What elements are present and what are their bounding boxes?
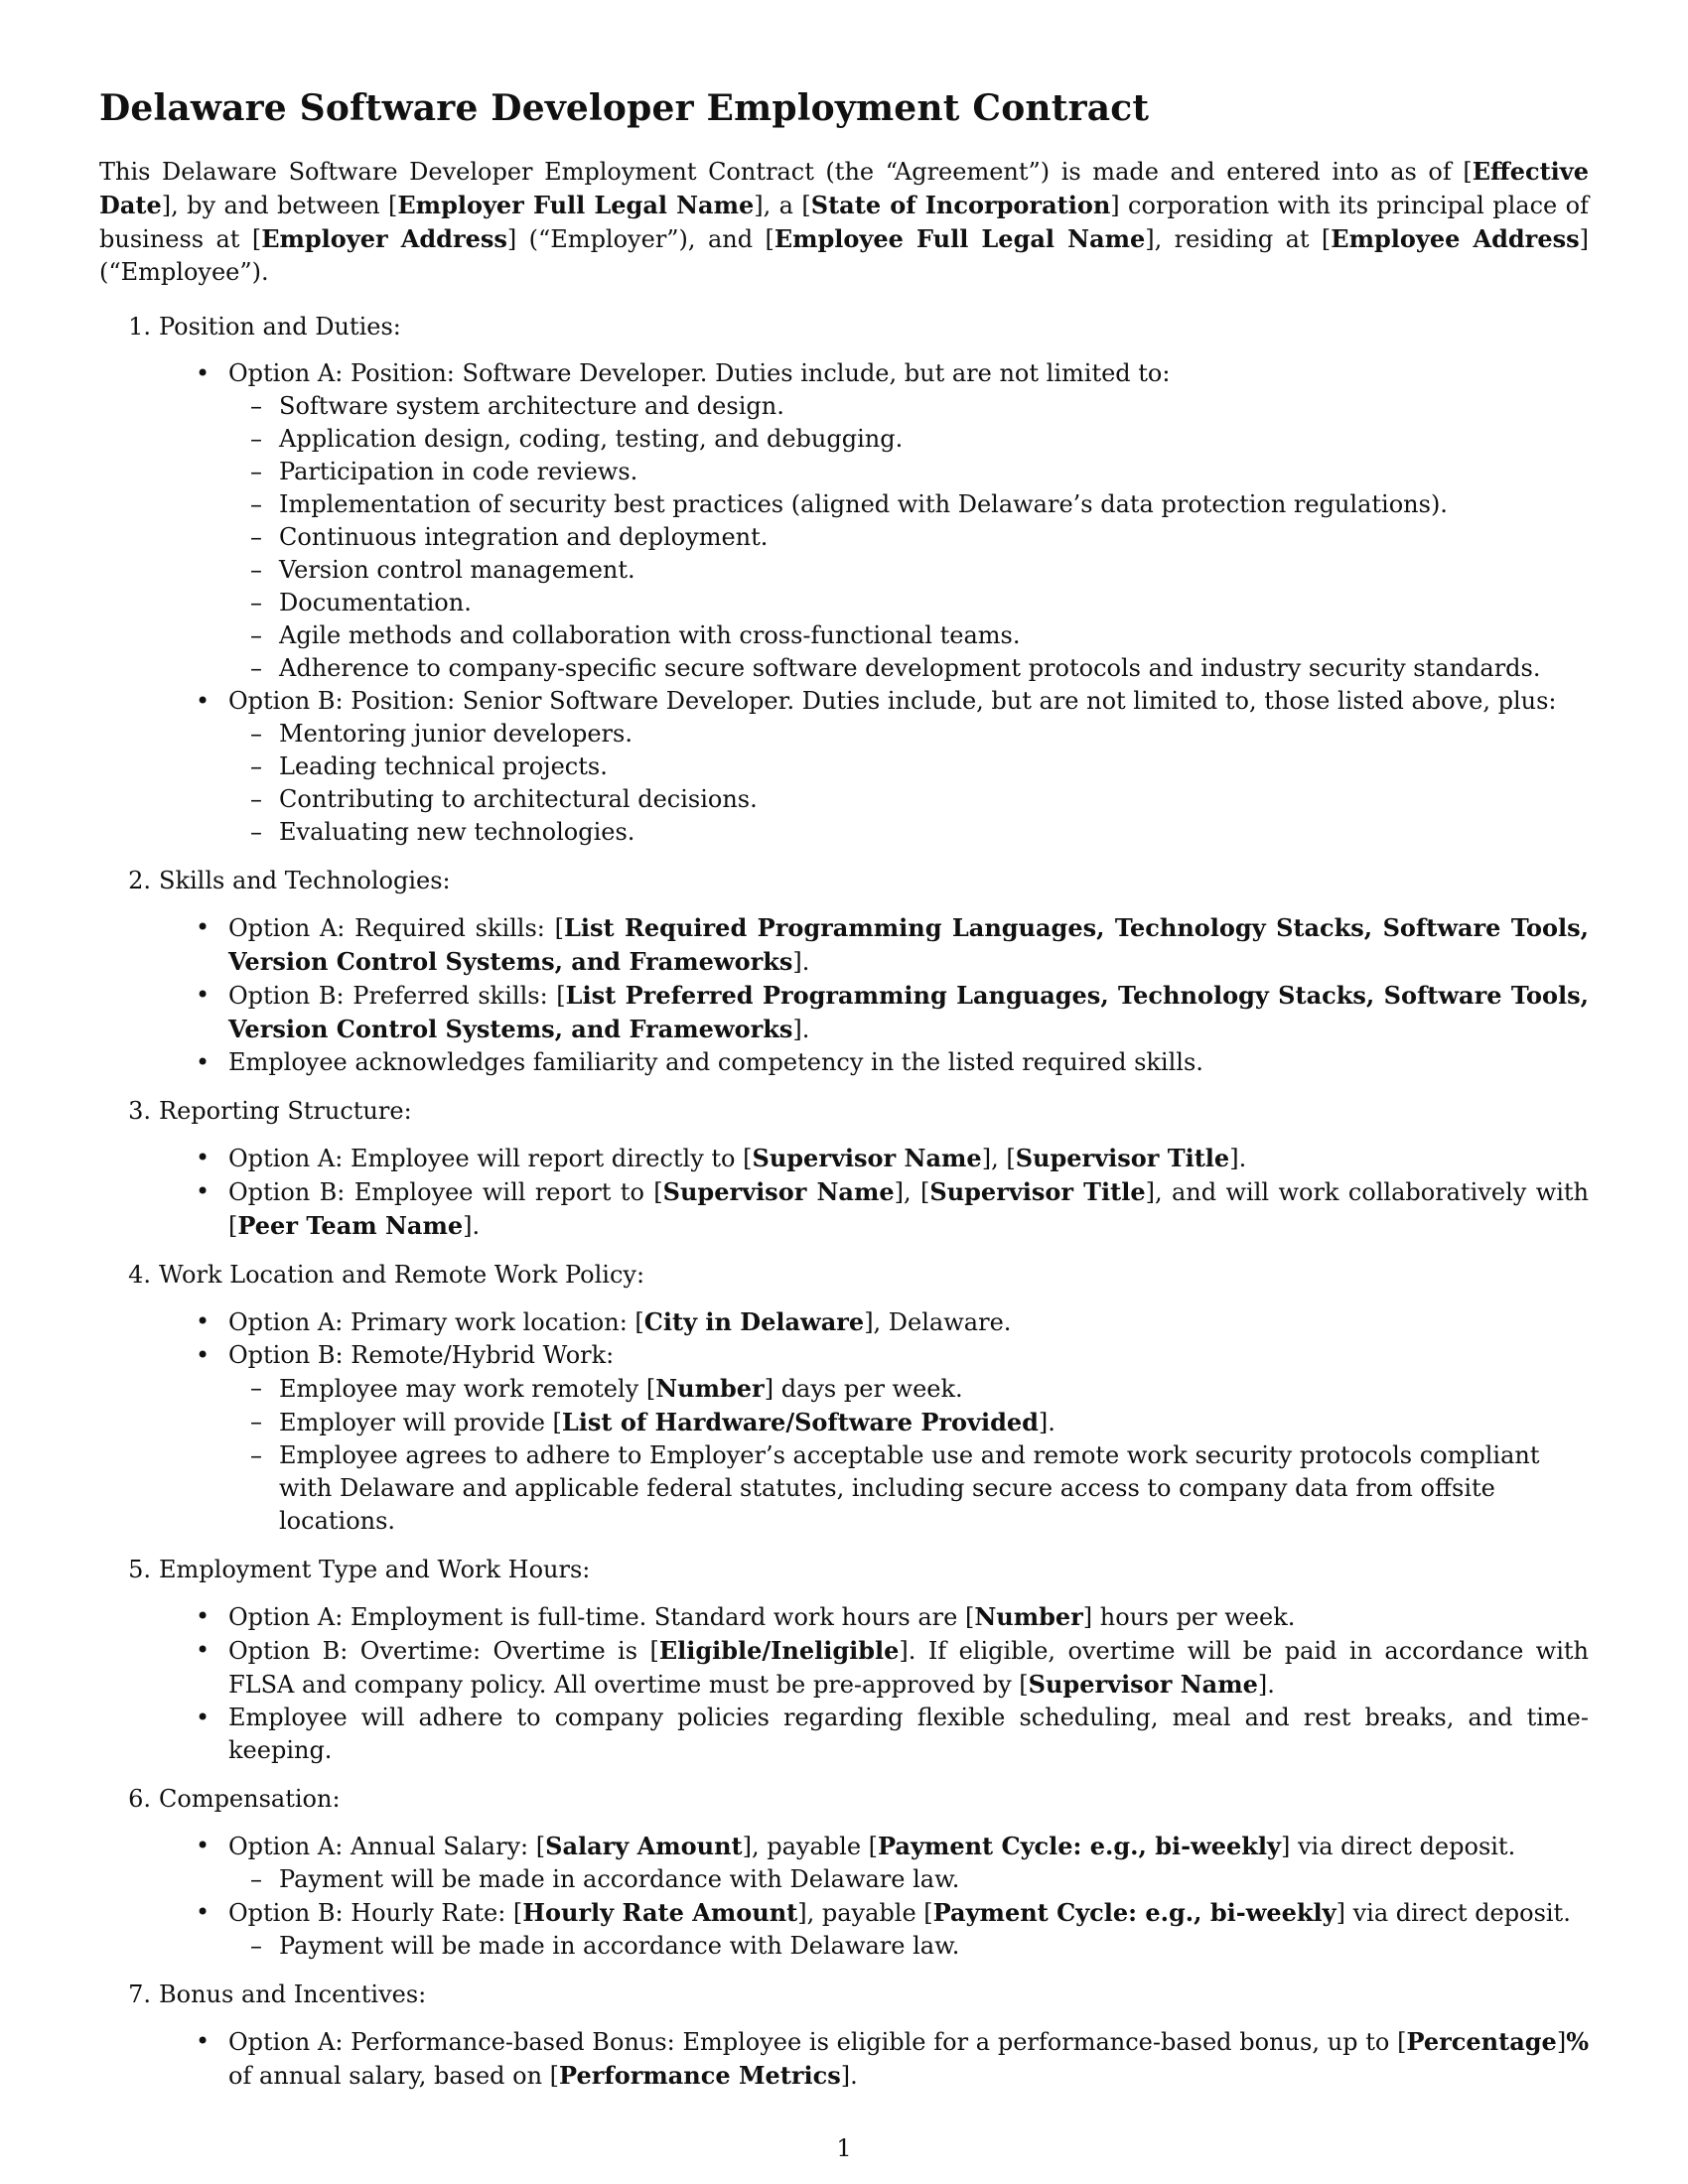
section-heading-text: Position and Duties: bbox=[159, 313, 401, 341]
sub-item: – Software system architecture and design. bbox=[228, 390, 1589, 423]
placeholder-field: State of Incorporation bbox=[810, 191, 1111, 219]
placeholder-field: Supervisor Title bbox=[1015, 1144, 1230, 1172]
sub-item-list bbox=[228, 1372, 1589, 1538]
option-item bbox=[167, 1896, 1589, 1963]
option-list bbox=[99, 1600, 1589, 1767]
contract-section bbox=[99, 311, 1589, 849]
contract-sections bbox=[99, 311, 1589, 2093]
sub-item: – Application design, coding, testing, and debugging. bbox=[228, 423, 1589, 456]
placeholder-field: Peer Team Name bbox=[237, 1211, 464, 1240]
placeholder-field: Number bbox=[974, 1602, 1083, 1631]
sub-item: – Participation in code reviews. bbox=[228, 456, 1589, 488]
sub-item-list bbox=[228, 1863, 1589, 1896]
option-item bbox=[167, 979, 1589, 1046]
sub-item: – Evaluating new technologies. bbox=[228, 816, 1589, 849]
option-text: Option A: Employment is full-time. Standard work hours are [Number] hours per week. bbox=[228, 1602, 1296, 1631]
option-item bbox=[167, 1046, 1589, 1079]
placeholder-field: Employer Address bbox=[261, 224, 507, 253]
placeholder-field: Employee Full Legal Name bbox=[774, 224, 1146, 253]
section-number: 4. bbox=[128, 1261, 151, 1289]
contract-section bbox=[99, 1783, 1589, 1963]
page-number: 1 bbox=[836, 2134, 852, 2162]
section-number: 2. bbox=[128, 867, 151, 894]
contract-section bbox=[99, 1095, 1589, 1243]
section-heading-text: Bonus and Incentives: bbox=[159, 1980, 427, 2008]
placeholder-field: Supervisor Name bbox=[662, 1177, 895, 1206]
placeholder-field: City in Delaware bbox=[643, 1307, 865, 1336]
sub-item: – Employee may work remotely [Number] days per week. bbox=[228, 1372, 1589, 1406]
placeholder-field: Employee Address bbox=[1331, 224, 1580, 253]
sub-item: – Payment will be made in accordance with Delaware law. bbox=[228, 1930, 1589, 1963]
sub-item: – Employee agrees to adhere to Employer’s acceptable use and remote work security protocols compliant with Delaware and applicable federal statutes, including secure access to company data from offsite locations. bbox=[228, 1439, 1589, 1538]
section-number: 3. bbox=[128, 1097, 151, 1125]
placeholder-field: Eligible/Ineligible bbox=[658, 1636, 900, 1665]
sub-item-list bbox=[228, 1930, 1589, 1963]
sub-item-list bbox=[228, 718, 1589, 849]
contract-section bbox=[99, 1979, 1589, 2093]
placeholder-field: % bbox=[1566, 2027, 1589, 2056]
placeholder-field: Supervisor Title bbox=[929, 1177, 1146, 1206]
sub-item-list bbox=[228, 390, 1589, 685]
sub-item: – Employer will provide [List of Hardware/Software Provided]. bbox=[228, 1406, 1589, 1439]
option-item bbox=[167, 2025, 1589, 2093]
option-item bbox=[167, 1305, 1589, 1339]
option-list bbox=[99, 1830, 1589, 1963]
option-list bbox=[99, 2025, 1589, 2093]
option-item bbox=[167, 357, 1589, 685]
placeholder-field: List Required Programming Languages, Technology Stacks, Software Tools, Version Control Systems, and Frameworks bbox=[228, 913, 1589, 976]
contract-section bbox=[99, 1554, 1589, 1767]
sub-item: – Contributing to architectural decisions. bbox=[228, 783, 1589, 816]
option-item bbox=[167, 1702, 1589, 1767]
contract-section bbox=[99, 1259, 1589, 1538]
placeholder-field: Salary Amount bbox=[545, 1832, 743, 1860]
section-heading-text: Reporting Structure: bbox=[159, 1097, 412, 1125]
option-item bbox=[167, 1339, 1589, 1538]
placeholder-field: Effective Date bbox=[99, 157, 1589, 219]
option-text: Employee will adhere to company policies regarding flexible scheduling, meal and rest breaks, and time-keeping. bbox=[228, 1704, 1589, 1764]
sub-item: – Payment will be made in accordance with Delaware law. bbox=[228, 1863, 1589, 1896]
placeholder-field: Performance Metrics bbox=[559, 2061, 841, 2090]
section-heading bbox=[99, 1554, 1589, 1586]
sub-item: – Leading technical projects. bbox=[228, 751, 1589, 783]
option-text: Option A: Performance-based Bonus: Employee is eligible for a performance-based bonus, up to [Percentage]% of annual salary, based on [Performance Metrics]. bbox=[228, 2027, 1589, 2090]
sub-item: – Continuous integration and deployment. bbox=[228, 521, 1589, 554]
sub-item: – Agile methods and collaboration with cross-functional teams. bbox=[228, 619, 1589, 652]
contract-section bbox=[99, 865, 1589, 1079]
section-heading-text: Work Location and Remote Work Policy: bbox=[159, 1261, 645, 1289]
option-text: Option B: Position: Senior Software Developer. Duties include, but are not limited to, those listed above, plus: bbox=[228, 687, 1557, 715]
option-list bbox=[99, 1305, 1589, 1538]
option-text: Option A: Required skills: [List Required Programming Languages, Technology Stacks, Software Tools, Version Control Systems, and Frameworks]. bbox=[228, 913, 1589, 976]
option-text: Option B: Hourly Rate: [Hourly Rate Amount], payable [Payment Cycle: e.g., bi-weekly] via direct deposit. bbox=[228, 1898, 1571, 1927]
section-heading bbox=[99, 1095, 1589, 1128]
option-text: Option A: Employee will report directly to [Supervisor Name], [Supervisor Title]. bbox=[228, 1144, 1247, 1172]
option-item bbox=[167, 1142, 1589, 1175]
option-text: Option B: Employee will report to [Supervisor Name], [Supervisor Title], and will work collaboratively with [Peer Team Name]. bbox=[228, 1177, 1590, 1240]
section-heading bbox=[99, 311, 1589, 343]
sub-item: – Mentoring junior developers. bbox=[228, 718, 1589, 751]
option-text: Option B: Remote/Hybrid Work: bbox=[228, 1341, 615, 1369]
option-item bbox=[167, 685, 1589, 849]
placeholder-field: Employer Full Legal Name bbox=[397, 191, 755, 219]
option-item bbox=[167, 1600, 1589, 1634]
option-text: Option A: Position: Software Developer. Duties include, but are not limited to: bbox=[228, 359, 1171, 387]
placeholder-field: Percentage bbox=[1406, 2027, 1557, 2056]
placeholder-field: Supervisor Name bbox=[752, 1144, 982, 1172]
section-heading bbox=[99, 1783, 1589, 1816]
option-list bbox=[99, 1142, 1589, 1243]
sub-item: – Documentation. bbox=[228, 587, 1589, 619]
option-text: Option A: Annual Salary: [Salary Amount], payable [Payment Cycle: e.g., bi-weekly] via direct deposit. bbox=[228, 1832, 1516, 1860]
intro-paragraph: This Delaware Software Developer Employment Contract (the “Agreement”) is made and entered into as of [Effective Date], by and between [Employer Full Legal Name], a [State of Incorporation] corporation with its principal place of business at [Employer Address] (“Employer”), and [Employee Full Legal Name], residing at [Employee Address] (“Employee”). bbox=[99, 157, 1589, 286]
option-text: Employee acknowledges familiarity and competency in the listed required skills. bbox=[228, 1048, 1203, 1076]
placeholder-field: Supervisor Name bbox=[1028, 1670, 1258, 1699]
section-number: 5. bbox=[128, 1556, 151, 1583]
sub-item: – Implementation of security best practices (aligned with Delaware’s data protection regulations). bbox=[228, 488, 1589, 521]
section-heading-text: Skills and Technologies: bbox=[159, 867, 451, 894]
section-number: 1. bbox=[128, 313, 151, 341]
option-item bbox=[167, 911, 1589, 979]
placeholder-field: Payment Cycle: e.g., bi-weekly bbox=[932, 1898, 1336, 1927]
option-item bbox=[167, 1830, 1589, 1896]
option-list bbox=[99, 911, 1589, 1079]
document-title: Delaware Software Developer Employment Contract bbox=[99, 87, 1150, 129]
section-heading bbox=[99, 1259, 1589, 1292]
placeholder-field: List Preferred Programming Languages, Technology Stacks, Software Tools, Version Control Systems, and Frameworks bbox=[228, 981, 1589, 1043]
section-number: 7. bbox=[128, 1980, 151, 2008]
sub-item: – Adherence to company-specific secure software development protocols and industry security standards. bbox=[228, 652, 1589, 685]
sub-item: – Version control management. bbox=[228, 554, 1589, 587]
document-page bbox=[99, 87, 1589, 2109]
section-heading bbox=[99, 1979, 1589, 2011]
section-number: 6. bbox=[128, 1785, 151, 1813]
section-heading bbox=[99, 865, 1589, 897]
option-item bbox=[167, 1175, 1589, 1243]
option-text: Option B: Overtime: Overtime is [Eligible/Ineligible]. If eligible, overtime will be paid in accordance with FLSA and company policy. All overtime must be pre-approved by [Supervisor Name]. bbox=[228, 1636, 1589, 1699]
section-heading-text: Compensation: bbox=[159, 1785, 341, 1813]
placeholder-field: Number bbox=[655, 1374, 765, 1403]
placeholder-field: List of Hardware/Software Provided bbox=[561, 1408, 1039, 1436]
section-heading-text: Employment Type and Work Hours: bbox=[159, 1556, 591, 1583]
placeholder-field: Payment Cycle: e.g., bi-weekly bbox=[878, 1832, 1281, 1860]
placeholder-field: Hourly Rate Amount bbox=[522, 1898, 798, 1927]
option-item bbox=[167, 1634, 1589, 1702]
option-list bbox=[99, 357, 1589, 849]
option-text: Option B: Preferred skills: [List Preferred Programming Languages, Technology Stacks, Software Tools, Version Control Systems, and Frameworks]. bbox=[228, 981, 1589, 1043]
option-text: Option A: Primary work location: [City in Delaware], Delaware. bbox=[228, 1307, 1012, 1336]
